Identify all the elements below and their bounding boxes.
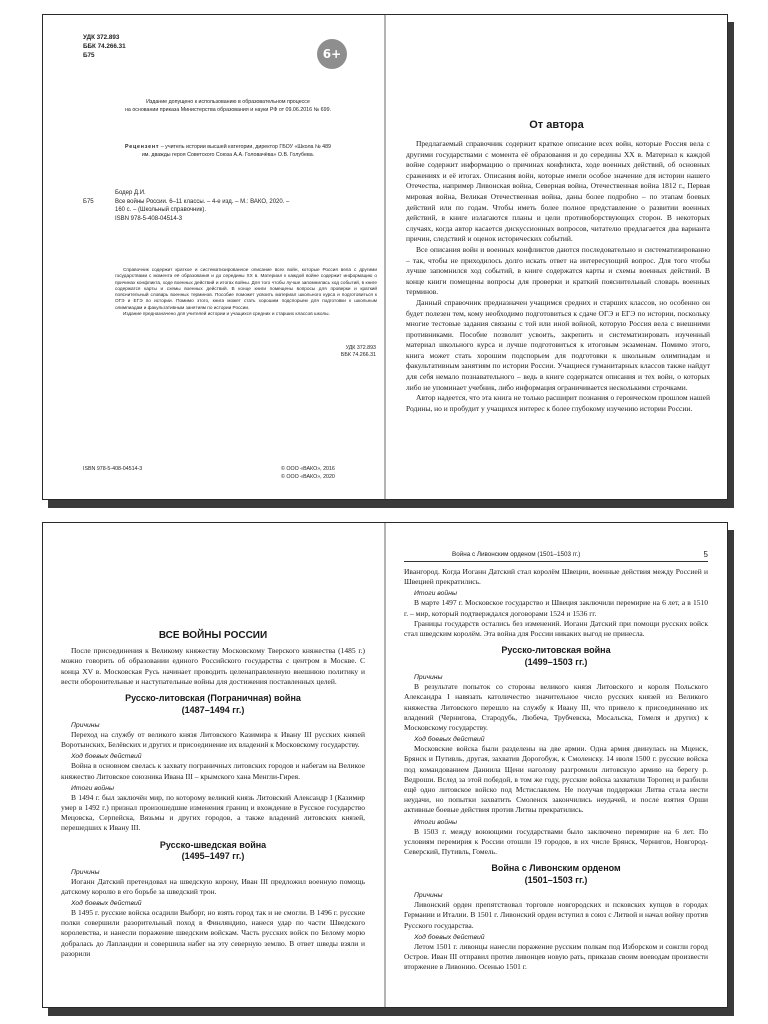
war-title: Русско-литовская (Пограничная) война (125, 693, 301, 704)
approval-line: на основании приказа Министерства образования и науки РФ от 09.06.2016 № 699. (124, 106, 331, 113)
book-spread-top (42, 14, 728, 500)
results-text: В марте 1497 г. Московское государство и Швеция заключили перемирие на 6 лет, а в 1510 г. – мир, который подтверждался договорами 1524 и 1536 гг. (404, 598, 708, 618)
results-label: Итоги войны (414, 818, 457, 826)
udk-bottom-line: УДК 372.893 (345, 345, 376, 351)
isbn-bottom: ISBN 978-5-408-04514-3 (83, 466, 143, 472)
causes-text: В результате попыток со стороны великого князя Литовского и короля Польского Александра I навязать католичество значительное число русских князей из Великого княжества Литовского перешло на службу к Ивану III, что привело к присоединению их владений (Черниговa, Стародубь, Любеча, Трубчевска, Мосальска, Гомеля и других) к Московскому государству. (404, 682, 708, 733)
approval-notice (83, 99, 373, 114)
author-mark: Б75 (83, 52, 95, 59)
war-heading (61, 693, 365, 716)
course-text: Летом 1501 г. ливонцы нанесли поражение русским полкам под Изборском и сожгли город Остров. Иван III отправил против ливонцев новую рать, приказав своим воеводам произвести вторжение в Ливонию. Осенью 1501 г. (404, 941, 708, 972)
author-paragraph: Все описания войн и военных конфликтов даются последовательно и систематизированно – так, чтобы не приходилось долго искать ответ на интересующий вопрос. Для того чтобы лучше запомнился ход событий, в книге содержатся карты и схемы военных действий. В конце книги помещены вопросы для проверки и краткий пояснительный словарь военных терминов. (406, 244, 710, 297)
catalog-entry (83, 189, 379, 223)
causes-text: Переход на службу от великого князя Литовского Казимира к Ивану III русских князей Воротынских, Белёвских и других и присоединение их владений к Московскому государству. (61, 730, 365, 750)
page-5-content (404, 567, 708, 972)
annotation (115, 267, 377, 317)
war-heading (404, 645, 708, 668)
approval-line: Издание допущено к использованию в образовательном процессе (146, 99, 310, 105)
book-spread-bottom (42, 522, 728, 1008)
running-head (404, 549, 708, 562)
author-paragraph: Автор надеется, что эта книга не только расширит познания о героическом прошлом нашей Родины, но и пробудит у учащихся интерес к более глубокому изучению истории России. (406, 393, 710, 413)
results-text: В 1494 г. был заключён мир, по которому великий князь Литовский Александр I (Казимир умер в 1492 г.) признал произошедшие изменения границ и вхождение в Русское государство Мецовска, Серпейска, Вязьмы и других городов, а также владений литовских князей, перешедших к Ивану III. (61, 792, 365, 833)
catalog-isbn: ISBN 978-5-408-04514-3 (115, 215, 183, 222)
reviewer-text-line2: им. дважды героя Советского Союза А.А. Головачёва» О.В. Голубева. (141, 151, 315, 158)
course-text: Война в основном свелась к захвату пограничных литовских городов и набегам на Великое княжество Литовское союзника Ивана III – крымского хана Менгли-Гирея. (61, 761, 365, 781)
bbk-code: ББК 74.266.31 (83, 43, 126, 50)
catalog-codes (83, 33, 126, 60)
intro-paragraph: После присоединения к Великому княжеству Московскому Тверского княжества (1485 г.) можно говорить об образовании единого Российского государства с центром в Москве. С конца XV в. Московская Русь начинает проводить целенаправленную внешнюю политику и вести оборонительные и наступательные войны для достижения поставленных целей. (61, 646, 365, 686)
causes-text: Ливонский орден препятствовал торговле новгородских и псковских купцов в городах Германии и Италии. В 1501 г. Ливонский орден вступил в союз с Литвой и начал войну против Русского государства. (404, 900, 708, 930)
course-label: Ход боевых действий (71, 900, 142, 908)
author-paragraph: Предлагаемый справочник содержит краткое описание всех войн, которые Россия вела с другими государствами с момента её образования и до середины XX в. Материал к каждой войне содержит информацию о причинах конфликта, ходе военных действий, об основных сражениях и её итогах. Описания войн, которые имели особое значение для истории нашего Отечества, например Ливонская война, Северная война, Отечественная война 1812 г., Первая мировая война, Великая Отечественная война, даны более подробно – по этапам боевых действий или по годам. Чтобы иметь более полное представление о развитии военных действий, в книге излагаются планы и цели противоборствующих сторон. В некоторых случаях, когда автор касается дискуссионных вопросов, читателю предлагается два варианта причин, следствий и оценок исторических событий. (406, 139, 710, 244)
author-page (386, 15, 727, 499)
war-heading (61, 840, 365, 863)
results-text: Границы государств остались без изменений. Иоганн Датский при помощи русских войск стал шведским королём. Эта война для России никаких выгод не принесла. (404, 618, 708, 639)
author-page-text (406, 139, 710, 414)
war-title: Русско-шведская война (159, 839, 267, 850)
war-years: (1501–1503 гг.) (524, 874, 588, 885)
causes-label: Причины (414, 892, 443, 900)
results-label: Итоги войны (71, 784, 114, 792)
war-years: (1499–1503 гг.) (524, 656, 588, 667)
age-rating-badge: 6+ (317, 39, 347, 69)
author-page-title: От автора (529, 119, 584, 131)
course-label: Ход боевых действий (414, 933, 485, 941)
catalog-title: Все войны России. 6–11 классы. – 4-е изд. – М.: ВАКО, 2020. – (115, 198, 290, 205)
war-years: (1495–1497 гг.) (181, 851, 245, 862)
war-years: (1487–1494 гг.) (181, 704, 245, 715)
imprint-page (43, 15, 384, 499)
catalog-pages: 160 с. – (Школьный справочник). (115, 207, 207, 213)
reviewer-text: – учитель истории высшей категории, директор ГБОУ «Школа № 489 (159, 144, 331, 150)
course-label: Ход боевых действий (414, 736, 485, 744)
war-heading (404, 863, 708, 886)
page-4-content (61, 631, 365, 959)
author-paragraph: Данный справочник предназначен учащимся средних и старших классов, но особенно он будет полезен тем, кому необходимо подготовиться к сдаче ОГЭ и ЕГЭ по истории, поскольку многие тестовые задания связаны с той или иной войной, которую Россия вела с внешними противниками. Пособие позволит усвоить, закрепить и систематизировать изученный материал школьного курса и лучше подготовиться к итоговым экзаменам. Помимо этого, книга может стать хорошим подспорьем для подготовки к школьным олимпиадам и факультативным занятиям по истории России. Учащиеся гуманитарных классов также найдут для себя немало познавательного – ведь в книге содержатся описания и тех войн, о которых либо не упоминает учебник, либо информация ограничивается несколькими строчками. (406, 297, 710, 392)
running-head-title: Война с Ливонским орденом (1501–1503 гг.) (452, 551, 581, 558)
reviewer-label: Рецензент (125, 144, 160, 150)
course-text: Московские войска были разделены на две армии. Одна армия двинулась на Мценск, Брянск и Путивль, другая, захватив Дорогобуж, к Смоленску. 14 июля 1500 г. русские войска под командованием Даниила Щени наголову разгромили литовскую армию на берегу р. Ведроши. Вслед за этой победой, в том же году, русские войска захватили Торопец и разбили ещё одно литовское войско под Мстиславлем. Не получая поддержки Литва стала нести неудачи, но попытки захватить Смоленск закончились неудачей, и после взятия Орши активные боевые действия против Литвы прекратились. (404, 744, 708, 815)
page-number: 5 (703, 550, 708, 559)
udk-code: УДК 372.893 (83, 34, 120, 41)
catalog-author: Бодер Д.И. (115, 190, 146, 196)
copyright-line: © ООО «ВАКО», 2016 (281, 466, 335, 472)
war-title: Война с Ливонским орденом (491, 863, 621, 874)
page-5 (386, 523, 727, 1007)
causes-label: Причины (71, 868, 100, 876)
copyright-line: © ООО «ВАКО», 2020 (281, 473, 335, 480)
course-text: В 1495 г. русские войска осадили Выборг, но взять город так и не смогли. В 1496 г. русские полки совершили разорительный поход в Финляндию, нанеся удар по части Шведского королевства, и нанесли поражение шведским войскам. Часть русских войск по Белому морю добралась до Лапландии и совершила набег на эту северную землю. В ответ шведы взяли и разорили (61, 908, 365, 958)
bbk-bottom-line: ББК 74.266.31 (340, 352, 376, 359)
continuation-text: Ивангород. Когда Иоганн Датский стал королём Швеции, военные действия между Россией и Швецией прекратились. (404, 567, 708, 587)
catalog-code: Б75 (83, 198, 94, 205)
reviewer-note (83, 144, 373, 159)
causes-text: Иоганн Датский претендовал на шведскую корону, Иван III предложил военную помощь датскому королю в его борьбе за шведский трон. (61, 876, 365, 896)
main-title: ВСЕ ВОЙНЫ РОССИИ (158, 630, 268, 641)
causes-label: Причины (414, 674, 443, 682)
causes-label: Причины (71, 722, 100, 730)
annotation-paragraph: Издание предназначено для учителей истории и учащихся средних и старших классов школы. (123, 311, 330, 317)
page-4 (43, 523, 384, 1007)
annotation-paragraph: Справочник содержит краткое и систематизированное описание всех войн, которые Россия вела с другими государствами с момента её образования и до середины XX в. Материал к каждой войне содержит информацию о причинах конфликта, ходе военных действий и итогах войны. Для того чтобы лучше запомнилась ход событий, в книге содержатся карты и схемы военных действий. В конце книги помещены вопросы для проверки и краткий пояснительный словарь военных терминов. Пособие поможет усвоить материал школьного курса и подготовиться к ОГЭ и ЕГЭ по истории. Помимо этого, книга может стать хорошим подспорьем для подготовки к школьным олимпиадам и факультативным занятиям по истории России. (115, 267, 377, 310)
war-title: Русско-литовская война (501, 645, 611, 656)
results-text: В 1503 г. между воюющими государствами было заключено перемирие на 6 лет. По условиям перемирия к России отошли 19 городов, в их числе Брянск, Чернигов, Новгород-Северский, Путивль, Гомель. (404, 826, 708, 857)
course-label: Ход боевых действий (71, 753, 142, 761)
results-label: Итоги войны (414, 590, 457, 598)
udk-bottom (341, 345, 376, 360)
copyright (281, 466, 335, 481)
